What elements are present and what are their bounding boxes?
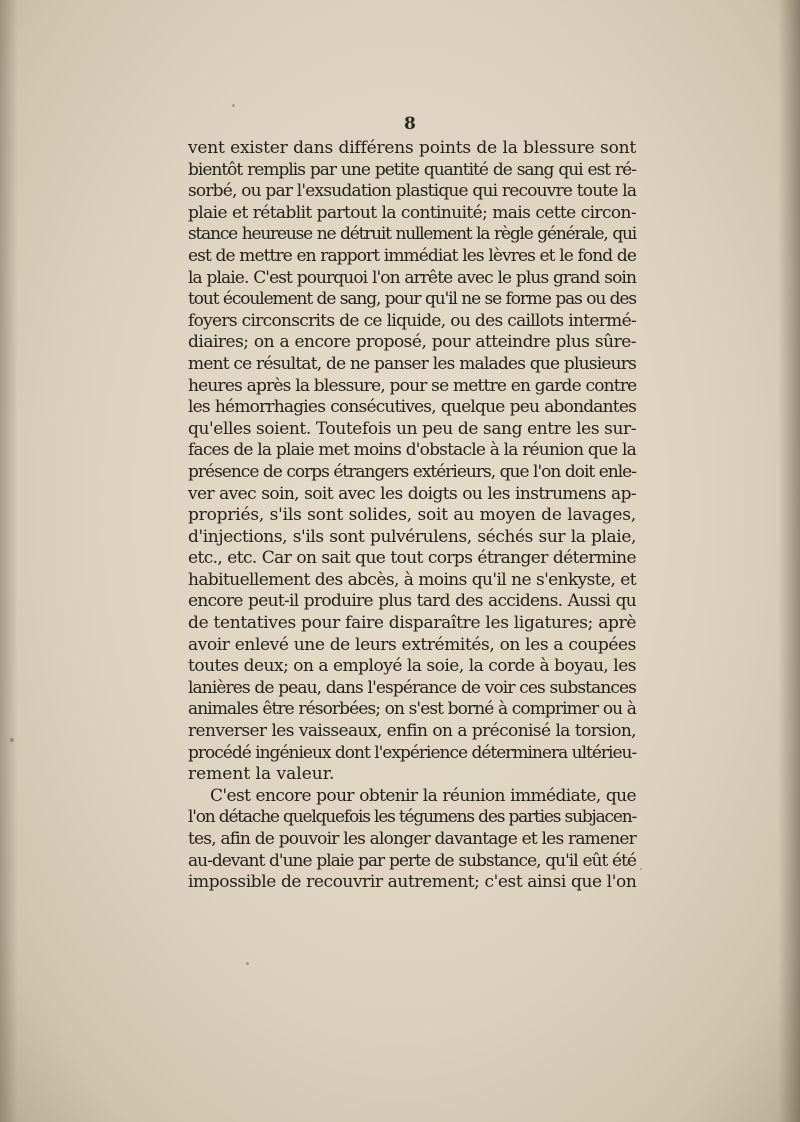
- text-line: de tentatives pour faire disparaître les ligatures; aprè: [188, 613, 637, 634]
- paper-speck: [640, 868, 642, 870]
- text-line: d'injections, s'ils sont pulvérulens, séchés sur la plaie,: [188, 526, 636, 547]
- text-line: bientôt remplis par une petite quantité de sang qui est ré-: [188, 159, 636, 180]
- paper-speck: [246, 962, 249, 965]
- text-line: avoir enlevé une de leurs extrémités, on les a coupées: [188, 634, 636, 655]
- text-line: faces de la plaie met moins d'obstacle à la réunion que la: [188, 440, 636, 461]
- text-line: vent exister dans différens points de la blessure sont: [188, 138, 636, 158]
- text-line: ment ce résultat, de ne panser les malades que plusieurs: [188, 353, 636, 374]
- text-line: foyers circonscrits de ce liquide, ou des caillots intermé-: [188, 310, 636, 331]
- text-line: etc., etc. Car on sait que tout corps étranger détermine: [188, 548, 636, 569]
- text-line: habituellement des abcès, à moins qu'il ne s'enkyste, et: [188, 569, 636, 590]
- text-line: propriés, s'ils sont solides, soit au moyen de lavages,: [188, 505, 636, 526]
- text-line: tes, afin de pouvoir les alonger davantage et les ramener: [188, 829, 636, 849]
- text-line: présence de corps étrangers extérieurs, que l'on doit enle-: [188, 461, 636, 482]
- paper-speck: [232, 104, 235, 107]
- text-line: diaires; on a encore proposé, pour atteindre plus sûre-: [188, 332, 636, 353]
- text-line: encore peut-il produire plus tard des accidens. Aussi qu: [188, 591, 636, 612]
- text-line: toutes deux; on a employé la soie, la corde à boyau, les: [188, 656, 636, 677]
- text-line: stance heureuse ne détruit nullement la règle générale, qui: [188, 224, 636, 245]
- text-line: lanières de peau, dans l'espérance de voir ces substances: [188, 677, 636, 698]
- text-line: procédé ingénieux dont l'expérience déterminera ultérieu-: [188, 742, 637, 763]
- text-line: qu'elles soient. Toutefois un peu de sang entre les sur-: [188, 418, 637, 439]
- text-line: sorbé, ou par l'exsudation plastique qui recouvre toute la: [188, 181, 637, 202]
- text-line: la plaie. C'est pourquoi l'on arrête avec le plus grand soin: [188, 267, 636, 288]
- text-line: C'est encore pour obtenir la réunion immédiate, que: [210, 785, 636, 806]
- text-line: rement la valeur.: [188, 764, 335, 785]
- text-line: animales être résorbées; on s'est borné à comprimer ou à: [188, 699, 636, 720]
- text-line: l'on détache quelquefois les tégumens des parties subjacen-: [188, 807, 636, 828]
- text-line: tout écoulement de sang, pour qu'il ne se forme pas ou des: [188, 289, 636, 310]
- page-number: 8: [404, 114, 416, 134]
- page-edge-shadow-right: [778, 0, 800, 1122]
- text-line: heures après la blessure, pour se mettre en garde contre: [188, 375, 637, 396]
- text-line: est de mettre en rapport immédiat les lèvres et le fond de: [188, 245, 636, 266]
- text-line: impossible de recouvrir autrement; c'est ainsi que l'on: [188, 872, 637, 893]
- text-line: les hémorrhagies consécutives, quelque peu abondantes: [188, 397, 636, 418]
- paper-speck: [10, 738, 14, 742]
- text-line: plaie et rétablit partout la continuité; mais cette circon-: [188, 202, 636, 223]
- body-text: [188, 138, 636, 894]
- page-edge-shadow-left: [0, 0, 18, 1122]
- text-line: renverser les vaisseaux, enfin on a préconisé la torsion,: [188, 721, 636, 742]
- text-line: ver avec soin, soit avec les doigts ou les instrumens ap-: [188, 483, 636, 504]
- text-line: au-devant d'une plaie par perte de substance, qu'il eût été: [188, 850, 636, 871]
